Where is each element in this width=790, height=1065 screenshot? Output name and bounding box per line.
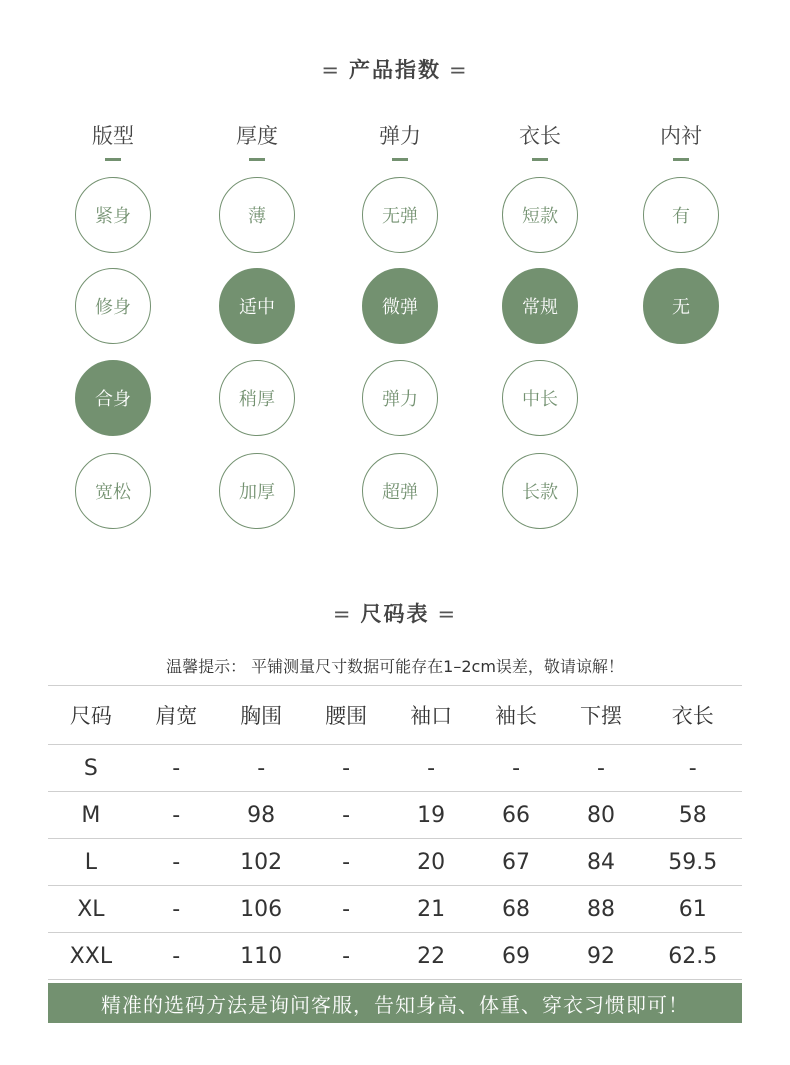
option-circle: 长款 — [502, 453, 578, 529]
category-header — [350, 120, 450, 161]
column-header: 胸围 — [219, 686, 304, 745]
option-circle: 中长 — [502, 360, 578, 436]
size-table-header — [48, 686, 742, 745]
measurement-cell: - — [304, 745, 389, 792]
measurement-cell: 66 — [474, 792, 559, 839]
measurement-cell: - — [304, 886, 389, 933]
category-underline — [673, 158, 689, 161]
size-label-cell: XL — [48, 886, 134, 933]
option-circle: 弹力 — [362, 360, 438, 436]
measurement-cell: 84 — [559, 839, 644, 886]
option-circle-selected: 合身 — [75, 360, 151, 436]
sizing-advice-banner: 精准的选码方法是询问客服，告知身高、体重、穿衣习惯即可！ — [48, 983, 742, 1023]
table-row — [48, 839, 742, 886]
measurement-cell: 110 — [219, 933, 304, 980]
category-underline — [105, 158, 121, 161]
table-row — [48, 745, 742, 792]
option-circle: 加厚 — [219, 453, 295, 529]
category-label: 版型 — [92, 124, 134, 148]
column-header: 下摆 — [559, 686, 644, 745]
measurement-cell: - — [134, 839, 219, 886]
measurement-cell: 80 — [559, 792, 644, 839]
option-circle: 紧身 — [75, 177, 151, 253]
option-circle-selected: 无 — [643, 268, 719, 344]
measurement-cell: 61 — [643, 886, 742, 933]
option-circle: 薄 — [219, 177, 295, 253]
category-label: 厚度 — [236, 124, 278, 148]
measurement-cell: 19 — [389, 792, 474, 839]
category-label: 内衬 — [660, 124, 702, 148]
option-circle: 有 — [643, 177, 719, 253]
measurement-cell: 62.5 — [643, 933, 742, 980]
option-circle-selected: 适中 — [219, 268, 295, 344]
option-circle-selected: 常规 — [502, 268, 578, 344]
measurement-cell: 106 — [219, 886, 304, 933]
measurement-cell: 92 — [559, 933, 644, 980]
column-header: 腰围 — [304, 686, 389, 745]
table-row — [48, 792, 742, 839]
measurement-cell: 88 — [559, 886, 644, 933]
category-underline — [532, 158, 548, 161]
category-header — [631, 120, 731, 161]
option-circle: 宽松 — [75, 453, 151, 529]
option-circle: 无弹 — [362, 177, 438, 253]
column-header: 肩宽 — [134, 686, 219, 745]
category-header — [63, 120, 163, 161]
column-header: 衣长 — [643, 686, 742, 745]
size-label-cell: XXL — [48, 933, 134, 980]
size-table — [48, 685, 742, 980]
measurement-cell: - — [134, 792, 219, 839]
option-circle: 短款 — [502, 177, 578, 253]
category-underline — [249, 158, 265, 161]
measurement-cell: - — [474, 745, 559, 792]
category-label: 弹力 — [379, 124, 421, 148]
size-label-cell: L — [48, 839, 134, 886]
measurement-cell: 59.5 — [643, 839, 742, 886]
measurement-cell: 67 — [474, 839, 559, 886]
measurement-cell: - — [134, 886, 219, 933]
option-circle: 稍厚 — [219, 360, 295, 436]
table-row — [48, 933, 742, 980]
column-header: 袖长 — [474, 686, 559, 745]
table-row — [48, 886, 742, 933]
option-circle-selected: 微弹 — [362, 268, 438, 344]
measurement-cell: 58 — [643, 792, 742, 839]
measurement-cell: - — [643, 745, 742, 792]
size-label-cell: M — [48, 792, 134, 839]
column-header: 袖口 — [389, 686, 474, 745]
category-underline — [392, 158, 408, 161]
measurement-cell: 102 — [219, 839, 304, 886]
category-header — [490, 120, 590, 161]
option-circle: 修身 — [75, 268, 151, 344]
product-index-title: = 产品指数 = — [321, 58, 469, 82]
measurement-cell: 21 — [389, 886, 474, 933]
column-header: 尺码 — [48, 686, 134, 745]
measurement-notice: 温馨提示： 平铺测量尺寸数据可能存在1–2cm误差，敬请谅解！ — [166, 657, 624, 676]
measurement-cell: - — [134, 745, 219, 792]
measurement-cell: - — [134, 933, 219, 980]
measurement-cell: - — [304, 933, 389, 980]
size-label-cell: S — [48, 745, 134, 792]
measurement-cell: 69 — [474, 933, 559, 980]
measurement-cell: 20 — [389, 839, 474, 886]
measurement-cell: - — [304, 839, 389, 886]
category-header — [207, 120, 307, 161]
measurement-cell: 22 — [389, 933, 474, 980]
measurement-cell: 68 — [474, 886, 559, 933]
measurement-cell: - — [304, 792, 389, 839]
measurement-cell: - — [219, 745, 304, 792]
measurement-cell: - — [559, 745, 644, 792]
option-circle: 超弹 — [362, 453, 438, 529]
size-chart-title: = 尺码表 = — [332, 602, 458, 626]
measurement-cell: - — [389, 745, 474, 792]
category-label: 衣长 — [519, 124, 561, 148]
measurement-cell: 98 — [219, 792, 304, 839]
